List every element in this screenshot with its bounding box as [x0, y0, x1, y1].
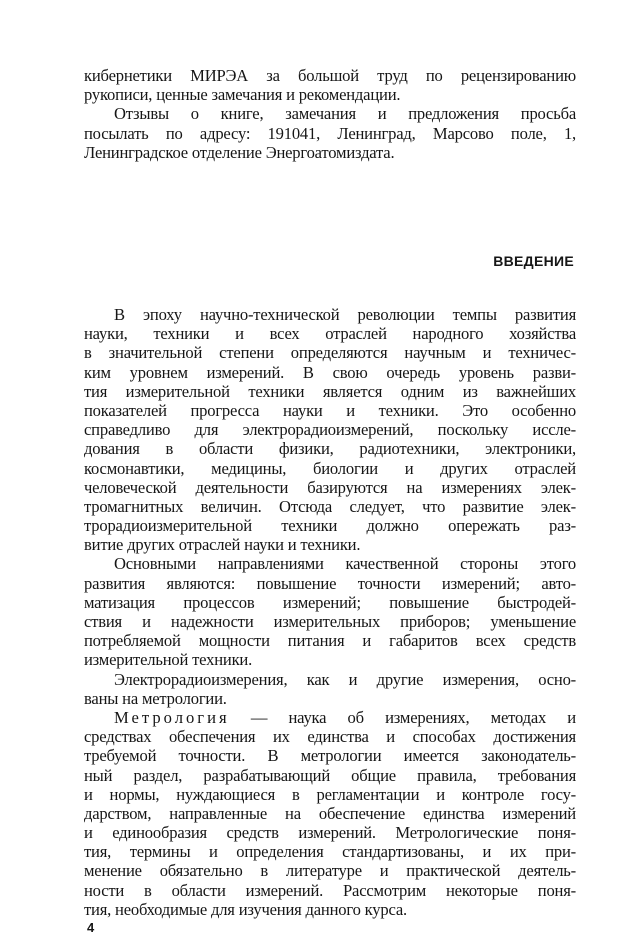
paragraph-1: [84, 305, 576, 554]
text-line: ким уровнем измерений. В свою очередь уровень разви-: [84, 362, 576, 382]
text-line: дарством, направленные на обеспечение единства измерений: [84, 803, 576, 823]
text-line: тия, необходимые для изучения данного курса.: [84, 899, 407, 919]
text-line: В эпоху научно-технической революции темпы развития: [114, 305, 576, 324]
introduction-body: [84, 305, 576, 919]
text-line: [84, 708, 576, 727]
text-line: посылать по адресу: 191041, Ленинград, Марсово поле, 1,: [84, 123, 576, 143]
text-line: матизация процессов измерений; повышение быстродей-: [84, 592, 576, 612]
text-line: ваны на метрологии.: [84, 688, 227, 708]
text-line: ствия и надежности измерительных приборов; уменьшение: [84, 612, 576, 631]
text-line: ный раздел, разрабатывающий общие правила, требования: [84, 765, 576, 785]
text-line: показателей прогресса науки и техники. Это особенно: [84, 400, 576, 420]
text-line: Основными направлениями качественной стороны этого: [114, 554, 576, 574]
text-line: менение обязательно в литературе и практической деятель-: [84, 861, 576, 881]
text-line: тия, термины и определения стандартизованы, и их при-: [84, 842, 576, 862]
text-line: ности в области измерений. Рассмотрим некоторые поня-: [84, 880, 576, 900]
text-line: Электрорадиоизмерения, как и другие измерения, осно-: [114, 669, 576, 689]
text-line: измерительной техники.: [84, 650, 253, 670]
text-line: человеческой деятельности базируются на измерениях элек-: [84, 477, 576, 497]
acknowledgement-text: [84, 66, 576, 162]
text-line: рукописи, ценные замечания и рекомендации.: [84, 85, 401, 105]
text-line: космонавтики, медицины, биологии и других отраслей: [84, 458, 576, 478]
text-line: в значительной степени определяются научным и техничес-: [84, 343, 576, 363]
text-line: кибернетики МИРЭА за большой труд по рецензированию: [84, 66, 576, 85]
text-line: средствах обеспечения их единства и способах достижения: [84, 727, 576, 747]
paragraph-3: [84, 670, 576, 708]
paragraph-4: [84, 708, 576, 919]
text-line: витие других отраслей науки и техники.: [84, 535, 361, 555]
text-line: справедливо для электрорадиоизмерений, поскольку иссле-: [84, 420, 576, 440]
page-number: 4: [87, 920, 95, 935]
text-line: требуемой точности. В метрологии имеется законодатель-: [84, 746, 576, 766]
text-line: и нормы, нуждающиеся в регламентации и контроле госу-: [84, 784, 576, 804]
text-line: дования в области физики, радиотехники, электроники,: [84, 439, 576, 459]
text-line: науки, техники и всех отраслей народного хозяйства: [84, 324, 576, 344]
section-heading: ВВЕДЕНИЕ: [493, 253, 574, 269]
text-line: потребляемой мощности питания и габаритов всех средств: [84, 631, 576, 651]
text-line: развития являются: повышение точности измерений; авто-: [84, 573, 576, 593]
paragraph-2: [84, 554, 576, 669]
text-line: тромагнитных величин. Отсюда следует, что развитие элек-: [84, 496, 576, 516]
text-line: и единообразия средств измерений. Метрологические поня-: [84, 823, 576, 843]
text-line: Ленинградское отделение Энергоатомиздата.: [84, 142, 395, 162]
text-line: тия измерительной техники является одним из важнейших: [84, 381, 576, 401]
term-definition: — наука об измерениях, методах и: [229, 707, 576, 727]
term-metrology: Метрология: [114, 707, 230, 727]
text-line: трорадиоизмерительной техники должно опережать раз-: [84, 516, 576, 536]
text-line: Отзывы о книге, замечания и предложения просьба: [114, 104, 576, 124]
